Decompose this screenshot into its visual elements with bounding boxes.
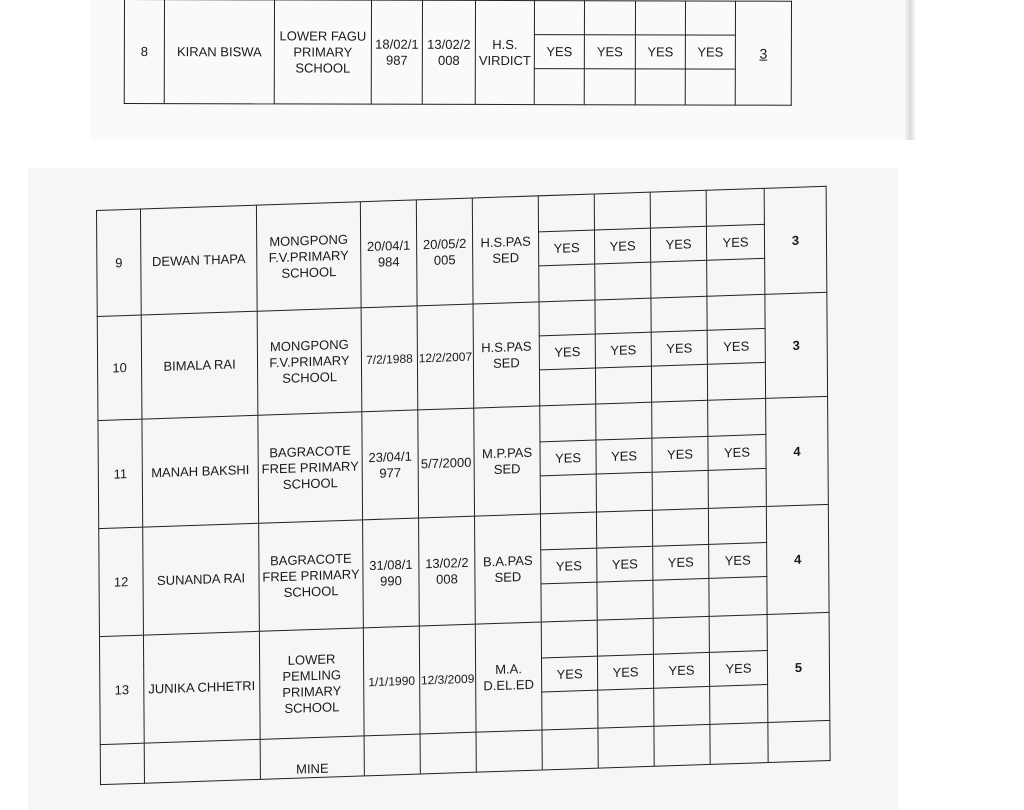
blank-cell xyxy=(710,684,768,724)
check-cell xyxy=(709,650,767,686)
school-cell xyxy=(259,628,364,739)
blank-cell xyxy=(541,582,597,622)
qualification: B.A.PAS SED xyxy=(482,552,533,585)
blank-cell xyxy=(653,616,709,654)
blank-cell xyxy=(540,512,596,550)
check-value: YES xyxy=(665,235,692,252)
school-name: BAGRACOTE FREE PRIMARY SCHOOL xyxy=(262,550,360,600)
category-cell xyxy=(766,396,829,506)
check-cell xyxy=(584,35,635,69)
blank-cell xyxy=(651,260,707,298)
check-cell xyxy=(540,440,596,476)
date-of-joining: 5/7/2000 xyxy=(420,454,472,471)
blank-cell xyxy=(650,190,706,228)
blank-cell xyxy=(594,192,650,230)
serial-cell xyxy=(99,635,144,744)
check-cell xyxy=(635,35,685,69)
blank-cell xyxy=(709,576,767,616)
teacher-name: JUNIKA CHHETRI xyxy=(148,677,256,697)
blank-cell xyxy=(598,726,654,768)
check-cell xyxy=(541,656,597,692)
check-cell xyxy=(597,546,653,582)
category-value: 3 xyxy=(792,337,800,353)
check-cell xyxy=(706,224,764,260)
serial-cell xyxy=(99,527,144,636)
blank-cell xyxy=(685,69,735,105)
blank-cell xyxy=(540,404,596,442)
blank-cell xyxy=(707,258,765,296)
school-cell xyxy=(258,412,363,523)
serial-number: 11 xyxy=(113,465,128,482)
serial-cell xyxy=(124,0,164,104)
check-value: YES xyxy=(609,237,636,254)
blank-cell xyxy=(595,366,651,404)
blank-cell xyxy=(598,688,654,728)
check-cell xyxy=(539,230,595,266)
check-value: YES xyxy=(610,447,638,464)
blank-cell xyxy=(597,618,653,656)
date-of-birth: 31/08/1 990 xyxy=(369,556,413,589)
check-value: YES xyxy=(610,341,637,358)
check-value: YES xyxy=(555,557,582,574)
check-cell xyxy=(653,652,709,688)
teacher-name: KIRAN BISWA xyxy=(176,43,262,59)
date-of-birth: 18/02/1 987 xyxy=(375,36,419,68)
doj-cell xyxy=(419,624,476,734)
doj-cell xyxy=(422,0,475,104)
date-of-joining: 20/05/2 005 xyxy=(422,235,467,268)
check-value: YES xyxy=(612,663,639,680)
check-value: YES xyxy=(611,555,638,572)
category-cell xyxy=(768,720,830,762)
dob-cell xyxy=(364,734,420,776)
check-cell xyxy=(595,332,651,368)
check-cell xyxy=(650,226,706,262)
blank-cell xyxy=(542,728,598,770)
check-value: YES xyxy=(697,44,724,60)
blank-cell xyxy=(534,1,584,35)
dob-cell xyxy=(361,306,418,412)
school-cell xyxy=(274,0,371,104)
school-cell xyxy=(257,308,362,415)
dob-cell xyxy=(362,410,419,520)
check-cell xyxy=(709,542,767,578)
teacher-name: MANAH BAKSHI xyxy=(151,461,250,480)
dob-cell xyxy=(371,0,422,104)
school-name: LOWER PEMLING PRIMARY SCHOOL xyxy=(282,650,342,716)
dob-cell xyxy=(363,518,420,628)
check-cell xyxy=(597,654,653,690)
serial-number: 10 xyxy=(112,359,127,376)
date-of-joining: 12/2/2007 xyxy=(418,349,473,365)
check-value: YES xyxy=(553,239,580,256)
doj-cell xyxy=(418,408,475,518)
blank-cell xyxy=(542,690,598,730)
check-cell xyxy=(708,434,766,470)
qualification: H.S. VIRDICT xyxy=(478,36,531,68)
blank-cell xyxy=(710,723,768,765)
check-value: YES xyxy=(554,343,581,360)
check-value: YES xyxy=(725,660,752,676)
check-cell xyxy=(653,544,709,580)
serial-cell xyxy=(98,419,143,528)
blank-cell xyxy=(654,724,710,766)
doj-cell xyxy=(419,516,476,626)
qualification: M.A. D.EL.ED xyxy=(483,660,535,693)
check-cell xyxy=(594,228,650,264)
blank-cell xyxy=(541,620,597,658)
teacher-name: SUNANDA RAI xyxy=(156,569,246,588)
check-value: YES xyxy=(722,233,749,250)
name-cell xyxy=(141,311,258,419)
blank-cell xyxy=(708,468,766,508)
qualification: M.P.PAS SED xyxy=(481,444,533,477)
qualification-cell xyxy=(472,196,539,304)
blank-cell xyxy=(540,474,596,514)
serial-number: 9 xyxy=(115,254,123,270)
school-cell xyxy=(256,202,361,311)
date-of-joining: 13/02/2 008 xyxy=(425,554,469,587)
name-cell xyxy=(142,415,259,527)
blank-cell xyxy=(653,578,709,618)
blank-cell xyxy=(685,1,735,35)
school-name: MONGPONG F.V.PRIMARY SCHOOL xyxy=(269,336,350,386)
qualification-cell xyxy=(475,514,542,624)
serial-cell xyxy=(97,209,142,316)
check-cell xyxy=(534,35,584,69)
check-value: YES xyxy=(546,43,573,59)
category-cell xyxy=(765,292,828,398)
check-value: YES xyxy=(667,553,694,570)
school-name: LOWER FAGU PRIMARY SCHOOL xyxy=(279,27,367,76)
blank-cell xyxy=(534,69,584,105)
qualification-cell xyxy=(475,622,542,732)
check-cell xyxy=(539,334,595,370)
qualification: H.S.PAS SED xyxy=(480,233,531,266)
blank-cell xyxy=(708,506,766,544)
paper-edge-shadow xyxy=(905,0,915,140)
date-of-birth: 1/1/1990 xyxy=(368,673,416,689)
serial-cell xyxy=(100,743,144,784)
category-cell xyxy=(735,1,791,105)
blank-cell xyxy=(584,1,635,35)
school-name: MINE xyxy=(296,760,329,777)
doj-cell xyxy=(416,198,473,306)
blank-cell xyxy=(635,1,685,35)
blank-cell xyxy=(539,368,595,406)
qualification-cell xyxy=(475,0,534,104)
check-value: YES xyxy=(647,43,674,59)
date-of-joining: 12/3/2009 xyxy=(420,671,475,687)
blank-cell xyxy=(709,614,767,652)
blank-cell xyxy=(595,262,651,300)
blank-cell xyxy=(652,508,708,546)
dob-cell xyxy=(363,626,420,736)
blank-cell xyxy=(596,472,652,512)
serial-number: 13 xyxy=(114,681,130,698)
date-of-joining: 13/02/2 008 xyxy=(427,36,471,68)
qualification-cell xyxy=(473,302,540,408)
check-cell xyxy=(652,436,708,472)
category-cell xyxy=(766,504,829,614)
category-value: 3 xyxy=(759,45,768,62)
category-cell xyxy=(764,186,827,294)
check-cell xyxy=(541,548,597,584)
dob-cell xyxy=(360,200,417,308)
school-name: BAGRACOTE FREE PRIMARY SCHOOL xyxy=(261,442,359,492)
blank-cell xyxy=(706,188,764,226)
blank-cell xyxy=(595,298,651,334)
blank-cell xyxy=(539,300,595,336)
category-cell xyxy=(767,612,830,722)
blank-cell xyxy=(707,294,765,330)
date-of-birth: 20/04/1 984 xyxy=(366,237,411,270)
ledger-table-main xyxy=(96,186,831,785)
serial-number: 12 xyxy=(113,573,129,590)
name-cell xyxy=(140,205,257,315)
check-value: YES xyxy=(555,449,582,466)
check-value: YES xyxy=(723,337,750,354)
date-of-birth: 7/2/1988 xyxy=(366,351,413,367)
check-value: YES xyxy=(596,43,623,59)
check-cell xyxy=(596,438,652,474)
category-value: 5 xyxy=(794,659,803,675)
blank-cell xyxy=(539,264,595,302)
category-value: 3 xyxy=(791,232,800,248)
blank-cell xyxy=(597,580,653,620)
serial-cell xyxy=(97,315,142,420)
qualification-cell xyxy=(474,406,541,516)
check-cell xyxy=(685,35,735,69)
name-cell xyxy=(143,523,260,635)
ledger-table-top xyxy=(124,0,792,106)
blank-cell xyxy=(651,364,707,402)
doj-cell xyxy=(417,304,474,410)
blank-cell xyxy=(635,69,685,105)
blank-cell xyxy=(652,470,708,510)
teacher-name: BIMALA RAI xyxy=(163,355,236,374)
name-cell xyxy=(143,631,260,743)
check-value: YES xyxy=(724,551,751,568)
blank-cell xyxy=(596,510,652,548)
qualification: H.S.PAS SED xyxy=(481,338,532,371)
check-cell xyxy=(707,328,765,364)
category-value: 4 xyxy=(794,551,802,567)
check-value: YES xyxy=(666,339,693,356)
blank-cell xyxy=(654,686,710,726)
school-cell xyxy=(260,736,364,779)
blank-cell xyxy=(652,400,708,438)
check-value: YES xyxy=(668,661,695,678)
check-value: YES xyxy=(666,445,694,462)
school-name: MONGPONG F.V.PRIMARY SCHOOL xyxy=(268,231,349,281)
check-value: YES xyxy=(556,665,583,682)
blank-cell xyxy=(651,296,707,332)
date-of-birth: 23/04/1 977 xyxy=(368,448,412,481)
doj-cell xyxy=(420,732,476,774)
category-value: 4 xyxy=(793,443,801,459)
check-cell xyxy=(651,330,707,366)
name-cell xyxy=(164,0,274,104)
name-cell xyxy=(144,739,260,783)
blank-cell xyxy=(538,194,594,232)
blank-cell xyxy=(584,69,635,105)
qualification-cell xyxy=(476,730,542,772)
school-cell xyxy=(259,520,364,631)
blank-cell xyxy=(707,362,765,400)
check-value: YES xyxy=(723,443,751,460)
blank-cell xyxy=(596,402,652,440)
serial-number: 8 xyxy=(140,43,148,59)
teacher-name: DEWAN THAPA xyxy=(151,250,246,269)
blank-cell xyxy=(708,398,766,436)
